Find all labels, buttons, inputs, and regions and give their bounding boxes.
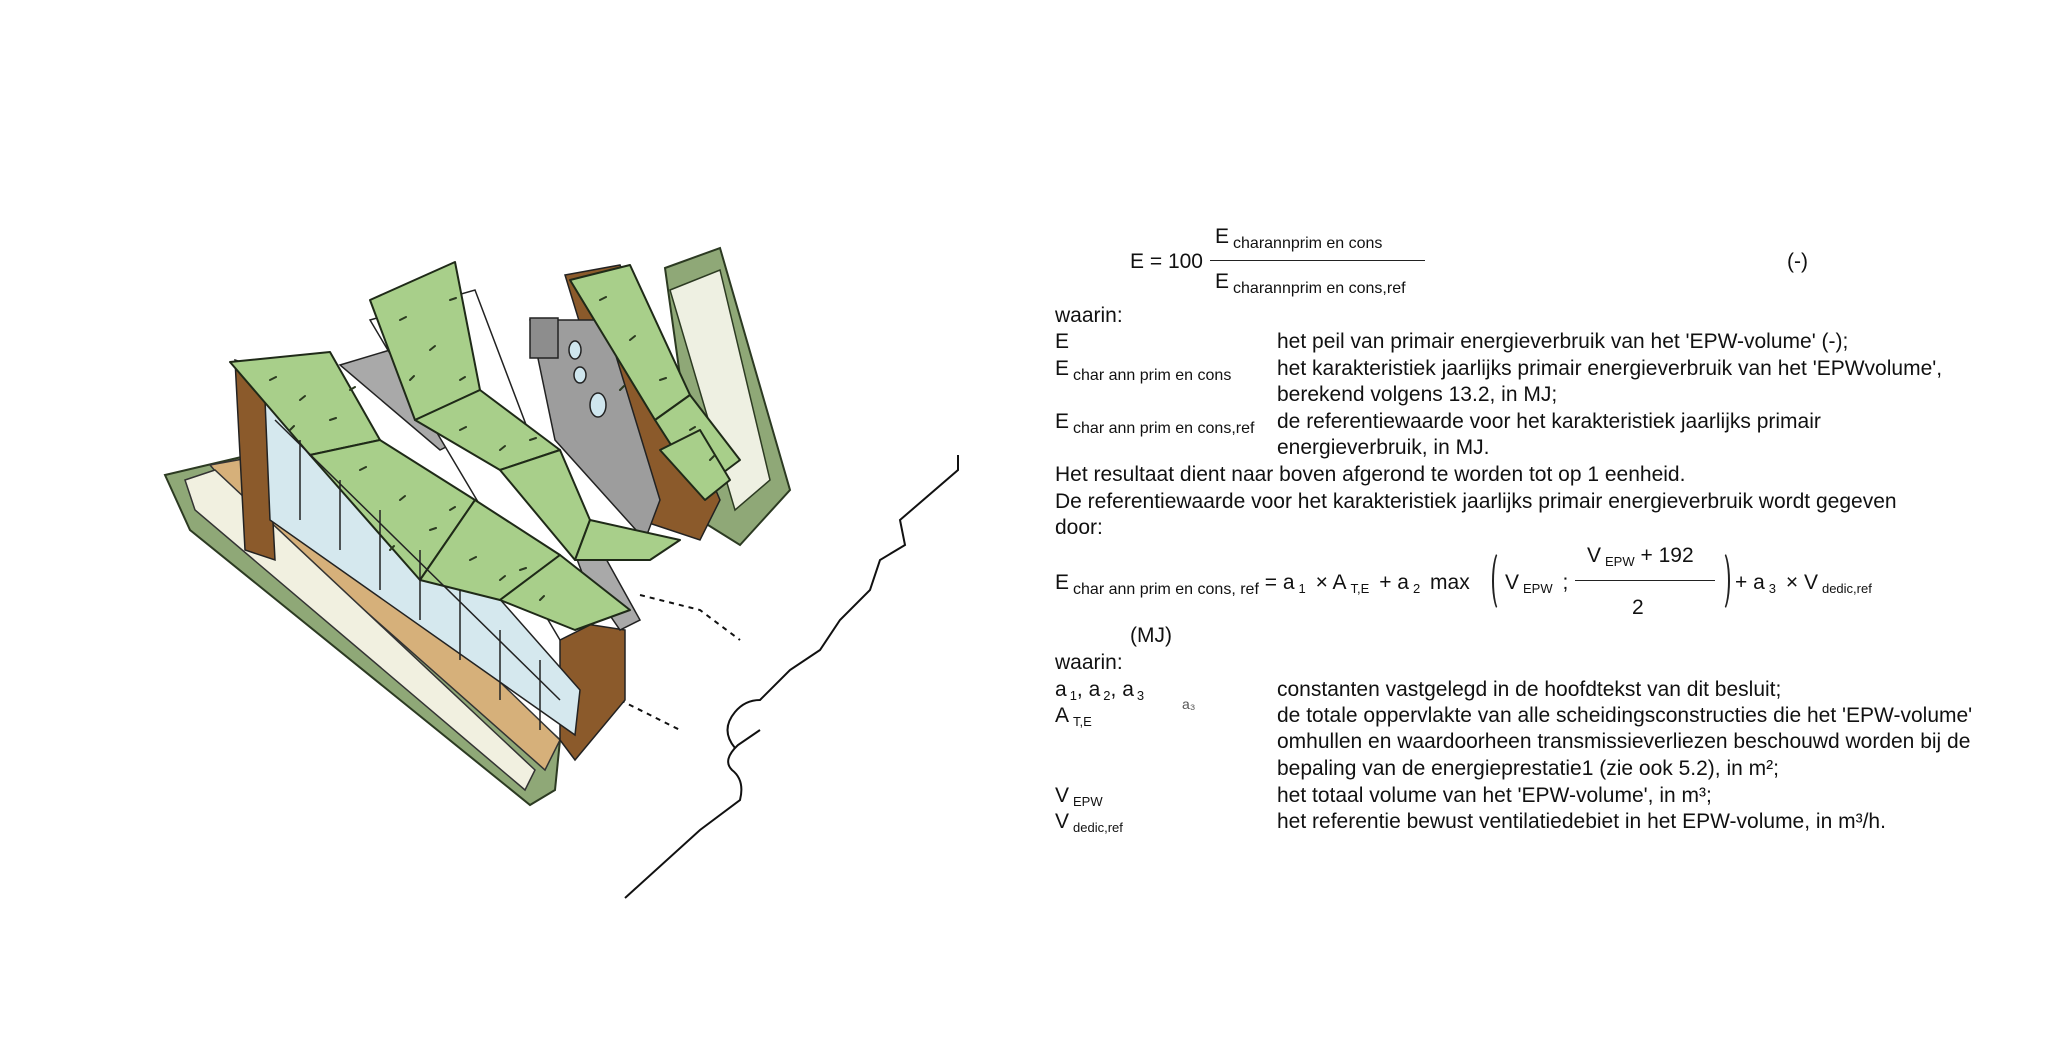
def6-sub: EPW xyxy=(1073,794,1103,809)
paragraph-reference: De referentiewaarde voor het karakteristiek jaarlijks primair energieverbruik wordt gegeven xyxy=(1055,490,1897,513)
formula1-num-sub: charannprim en cons xyxy=(1233,235,1383,252)
stray-a3-glyph: a₃ xyxy=(1182,696,1196,712)
def4-symbol xyxy=(1055,678,1145,703)
def2-sym: E xyxy=(1055,357,1070,380)
formula2-a3-term xyxy=(1735,571,1872,596)
formula2-semicolon: ; xyxy=(1562,571,1569,594)
def5-text-line2: omhullen en waardoorheen transmissieverliezen beschouwd worden bij de xyxy=(1277,730,1971,753)
formula2-lhs xyxy=(1055,571,1470,598)
formula1-lhs: E = 100 xyxy=(1130,250,1203,273)
def3-text: de referentiewaarde voor het karakteristiek jaarlijks primair xyxy=(1277,410,1821,433)
def5-sub: T,E xyxy=(1073,714,1092,729)
formula2-fraction-denominator: 2 xyxy=(1632,596,1644,619)
formula2-plus-a3: + a xyxy=(1735,571,1765,594)
def5-text-line3: bepaling van de energieprestatie1 (zie ook 5.2), in m²; xyxy=(1277,757,1779,780)
formula2-a2-index: 2 xyxy=(1412,581,1421,596)
formula2-V-epw xyxy=(1505,571,1569,596)
def4-sep1: , xyxy=(1076,678,1083,701)
formula2-paren-right xyxy=(1714,550,1730,612)
def2-sub: char ann prim en cons xyxy=(1073,367,1232,384)
formula1-numerator xyxy=(1215,225,1383,252)
def4-a3: a xyxy=(1122,678,1134,701)
formula1-num-E: E xyxy=(1215,225,1230,248)
building-sketch-illustration xyxy=(0,0,1000,1045)
formula2-num-rest: + 192 xyxy=(1640,544,1694,567)
waarin-label-1: waarin: xyxy=(1055,304,1123,327)
def6-symbol xyxy=(1055,784,1103,809)
formula1-den-sub: charannprim en cons,ref xyxy=(1233,280,1406,297)
round-window-3 xyxy=(590,393,606,417)
paragraph-rounding: Het resultaat dient naar boven afgerond te worden tot op 1 eenheid. xyxy=(1055,463,1686,486)
formula2-fraction-line xyxy=(1575,580,1715,581)
formula1-denominator xyxy=(1215,270,1406,297)
def4-a1: a xyxy=(1055,678,1067,701)
waarin-label-2: waarin: xyxy=(1055,651,1123,674)
def4-sep2: , xyxy=(1110,678,1117,701)
formula2-a3-index: 3 xyxy=(1768,581,1777,596)
def3-sym: E xyxy=(1055,410,1070,433)
def4-a2: a xyxy=(1088,678,1101,701)
def2-symbol xyxy=(1055,357,1232,384)
formula2-plus-a: + a xyxy=(1379,571,1409,594)
def4-i1: 1 xyxy=(1069,688,1077,703)
def1-text: het peil van primair energieverbruik van het 'EPW-volume' (-); xyxy=(1277,330,1849,353)
formula2-E: E xyxy=(1055,571,1070,594)
formula2-E-sub: char ann prim en cons, ref xyxy=(1073,581,1259,598)
formula2-a1-index: 1 xyxy=(1298,581,1306,596)
formula1-fraction-line xyxy=(1210,260,1425,261)
formula2-num-V: V xyxy=(1587,544,1602,567)
formula2-A-sub: T,E xyxy=(1350,581,1370,596)
round-window-1 xyxy=(569,341,581,359)
formula2-times-V: × V xyxy=(1785,571,1818,594)
round-window-2 xyxy=(574,367,586,383)
def1-symbol xyxy=(1055,331,1069,352)
def4-i3: 3 xyxy=(1136,688,1145,703)
formula2-times-A: × A xyxy=(1315,571,1347,594)
chimney xyxy=(530,318,558,358)
def5-text: de totale oppervlakte van alle scheidingsconstructies die het 'EPW-volume' xyxy=(1277,704,1973,727)
formula2-V3-sub: dedic,ref xyxy=(1821,581,1872,596)
def4-text: constanten vastgelegd in de hoofdtekst van dit besluit; xyxy=(1277,678,1782,701)
def4-i2: 2 xyxy=(1103,688,1111,703)
def2-text-line2: berekend volgens 13.2, in MJ; xyxy=(1277,383,1558,406)
def7-text: het referentie bewust ventilatiedebiet in het EPW-volume, in m³/h. xyxy=(1277,810,1886,833)
formula2-eq-a: = a xyxy=(1264,571,1295,594)
def6-text: het totaal volume van het 'EPW-volume', in m³; xyxy=(1277,784,1712,807)
def7-sub: dedic,ref xyxy=(1073,820,1123,835)
def2-text: het karakteristiek jaarlijks primair energieverbruik van het 'EPWvolume', xyxy=(1277,357,1943,380)
def7-symbol xyxy=(1055,810,1123,835)
def6-sym: V xyxy=(1055,784,1070,807)
formula2-V-sub: EPW xyxy=(1523,581,1553,596)
def1-sym: E xyxy=(1055,330,1070,353)
formula1-den-E: E xyxy=(1215,270,1230,293)
paragraph-door: door: xyxy=(1055,516,1103,539)
def5-symbol xyxy=(1055,704,1092,729)
def3-text-line2: energieverbruik, in MJ. xyxy=(1277,436,1490,459)
def3-symbol xyxy=(1055,410,1255,437)
formula2-max: max xyxy=(1430,571,1470,594)
def5-sym: A xyxy=(1055,704,1070,727)
formula2-fraction-numerator xyxy=(1587,544,1694,569)
def3-sub: char ann prim en cons,ref xyxy=(1073,420,1255,437)
formula2-V: V xyxy=(1505,571,1520,594)
formula1-unit: (-) xyxy=(1787,250,1808,273)
def7-sym: V xyxy=(1055,810,1070,833)
formula2-num-sub: EPW xyxy=(1605,554,1635,569)
formula2-unit: (MJ) xyxy=(1130,624,1172,647)
